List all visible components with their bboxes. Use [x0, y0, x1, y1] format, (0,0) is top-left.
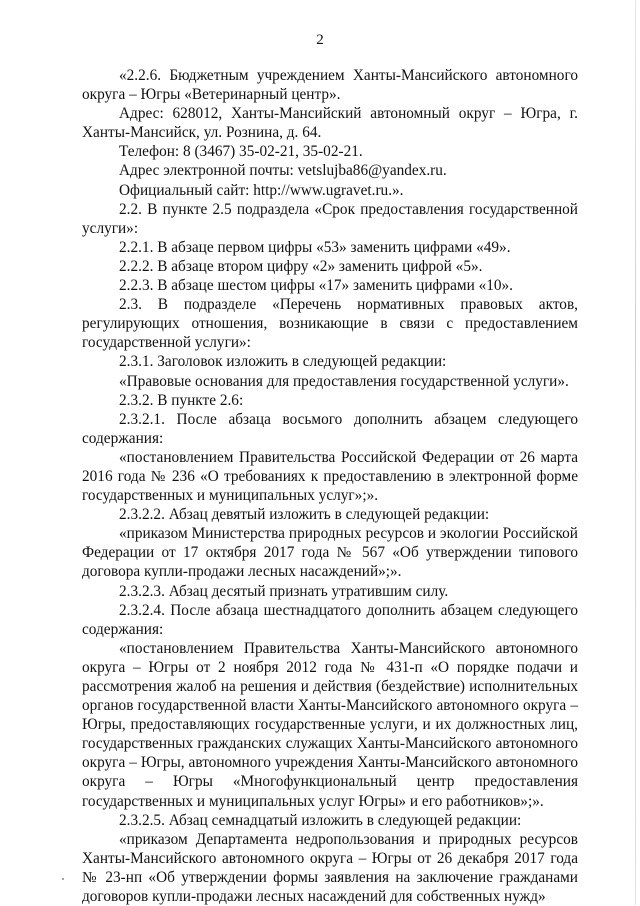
paragraph-2-3-2: 2.3.2. В пункте 2.6:	[119, 391, 244, 409]
paragraph-2-2-6: «2.2.6. Бюджетным учреждением Ханты-Мансийского автономного округа – Югры «Ветеринарный центр».	[82, 67, 578, 104]
paragraph-legal-basis: «Правовые основания для предоставления государственной услуги».	[119, 372, 569, 390]
paragraph-decree-236: «постановлением Правительства Российской Федерации от 26 марта 2016 года № 236 «О требованиях к предоставлению в электронной форме государственных и муниципальных услуг»;».	[82, 448, 578, 505]
paragraph-2-3-2-4: 2.3.2.4. После абзаца шестнадцатого дополнить абзацем следующего содержания:	[82, 601, 578, 638]
paragraph-2-3-2-5: 2.3.2.5. Абзац семнадцатый изложить в следующей редакции:	[119, 811, 522, 829]
scan-speck	[62, 878, 64, 880]
paragraph-2-3-1: 2.3.1. Заголовок изложить в следующей редакции:	[119, 353, 447, 371]
paragraph-order-23: «приказом Департамента недропользования и природных ресурсов Ханты-Мансийского автономного округа – Югры от 26 декабря 2017 года № 23-нп «Об утверждении формы заявления на заключение гражданами договоров купли-продажи лесных насаждений для собственных нужд»	[82, 830, 578, 906]
paragraph-email: Адрес электронной почты: vetslujba86@yandex.ru.	[119, 162, 447, 180]
paragraph-2-3-2-3: 2.3.2.3. Абзац десятый признать утратившим силу.	[119, 582, 449, 600]
paragraph-2-3-2-2: 2.3.2.2. Абзац девятый изложить в следующей редакции:	[119, 506, 490, 524]
paragraph-2-2: 2.2. В пункте 2.5 подраздела «Срок предоставления государственной услуги»:	[82, 200, 578, 237]
paragraph-2-2-2: 2.2.2. В абзаце втором цифру «2» заменить цифрой «5».	[119, 257, 483, 275]
paragraph-2-3: 2.3. В подразделе «Перечень нормативных правовых актов, регулирующих отношения, возникающие в связи с предоставлением государственной услуги»:	[82, 296, 578, 352]
paragraph-2-2-3: 2.2.3. В абзаце шестом цифры «17» заменить цифрами «10».	[119, 277, 513, 295]
paragraph-2-2-1: 2.2.1. В абзаце первом цифры «53» заменить цифрами «49».	[119, 238, 511, 256]
paragraph-phone: Телефон: 8 (3467) 35-02-21, 35-02-21.	[119, 143, 363, 161]
paragraph-decree-431: «постановлением Правительства Ханты-Мансийского автономного округа – Югры от 2 ноября 2012 года № 431-п «О порядке подачи и рассмотрения жалоб на решения и действия (бездействие) исполнительных органов государственной власти Ханты-Мансийского автономного округа – Югры, предоставляющих государственные услуги, и их должностных лиц, государственных гражданских служащих Ханты-Мансийского автономного округа – Югры, автономного учреждения Ханты-Мансийского автономного округа – Югры «Многофункциональный центр предоставления государственных и муниципальных услуг Югры» и его работников»;».	[82, 639, 578, 810]
paragraph-2-3-2-1: 2.3.2.1. После абзаца восьмого дополнить абзацем следующего содержания:	[82, 410, 578, 447]
paragraph-address: Адрес: 628012, Ханты-Мансийский автономный округ – Югра, г. Ханты-Мансийск, ул. Рознина, д. 64.	[82, 105, 578, 142]
scan-edge	[635, 0, 636, 905]
page-number: 2	[316, 32, 324, 48]
paragraph-website: Официальный сайт: http://www.ugravet.ru.».	[119, 181, 404, 199]
document-body	[82, 66, 578, 906]
paragraph-order-567: «приказом Министерства природных ресурсов и экологии Российской Федерации от 17 октября 2017 года № 567 «Об утверждении типового договора купли-продажи лесных насаждений»;».	[82, 525, 578, 581]
